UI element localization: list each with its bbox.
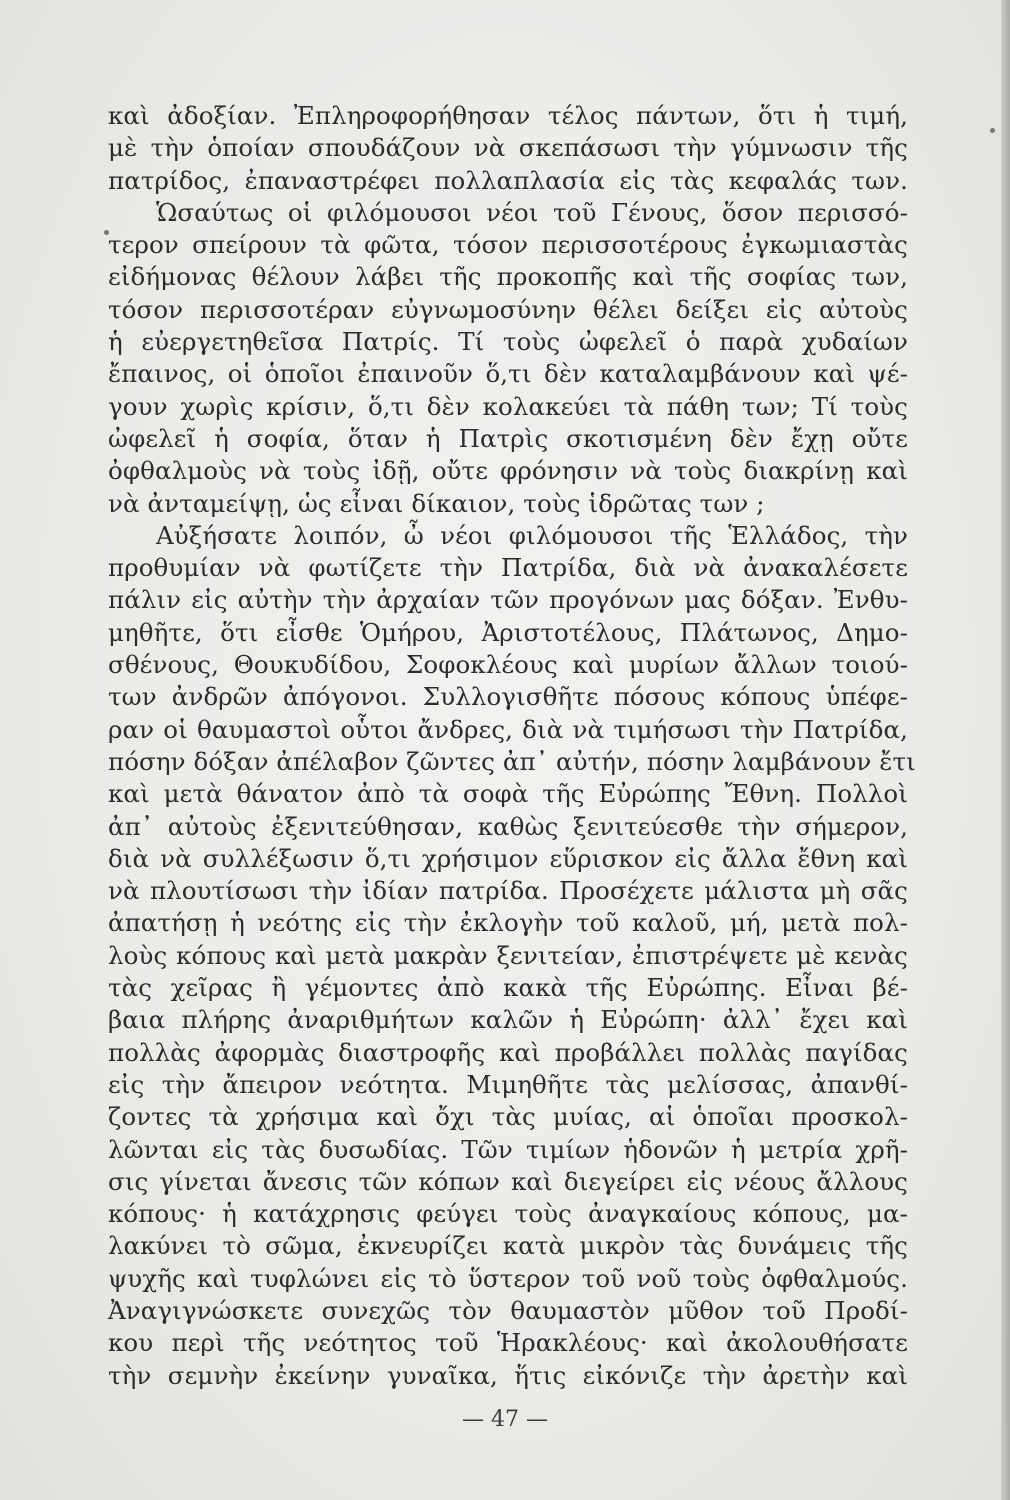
text-line: Ἀναγιγνώσκετε συνεχῶς τὸν θαυμαστὸν μῦθον τοῦ Προδί-	[108, 1295, 908, 1325]
text-line: ἡ εὐεργετηθεῖσα Πατρίς. Τί τοὺς ὠφελεῖ ὁ παρὰ χυδαίων	[108, 327, 908, 357]
ink-speck	[990, 128, 995, 133]
text-line: ἀπ᾽ αὐτοὺς ἐξενιτεύθησαν, καθὼς ξενιτεύεσθε τὴν σήμερον,	[108, 811, 908, 841]
text-line: ἀπατήσῃ ἡ νεότης εἰς τὴν ἐκλογὴν τοῦ καλοῦ, μή, μετὰ πολ-	[108, 908, 908, 938]
text-line: καὶ μετὰ θάνατον ἀπὸ τὰ σοφὰ τῆς Εὐρώπης Ἔθνη. Πολλοὶ	[108, 779, 908, 809]
text-line: πατρίδος, ἐπαναστρέφει πολλαπλασία εἰς τὰς κεφαλάς των.	[108, 165, 908, 195]
text-line: πολλὰς ἀφορμὰς διαστροφῆς καὶ προβάλλει πολλὰς παγίδας	[108, 1037, 908, 1067]
text-line: βαια πλήρης ἀναριθμήτων καλῶν ἡ Εὐρώπη· ἀλλ᾽ ἔχει καὶ	[108, 1005, 908, 1035]
text-line: τερον σπείρουν τὰ φῶτα, τόσον περισσοτέρους ἐγκωμιαστὰς	[108, 230, 908, 260]
page-edge	[1001, 0, 1010, 1500]
text-line: εἰς τὴν ἄπειρον νεότητα. Μιμηθῆτε τὰς μελίσσας, ἀπανθί-	[108, 1069, 908, 1099]
text-line: ὠφελεῖ ἡ σοφία, ὅταν ἡ Πατρὶς σκοτισμένη δὲν ἔχῃ οὔτε	[108, 423, 908, 453]
text-line: διὰ νὰ συλλέξωσιν ὅ,τι χρήσιμον εὕρισκον εἰς ἄλλα ἔθνη καὶ	[108, 843, 908, 873]
text-line: ὀφθαλμοὺς νὰ τοὺς ἰδῇ, οὔτε φρόνησιν νὰ τοὺς διακρίνῃ καὶ	[108, 456, 908, 486]
text-line: των ἀνδρῶν ἀπόγονοι. Συλλογισθῆτε πόσους κόπους ὑπέφε-	[108, 682, 908, 712]
text-line: νὰ πλουτίσωσι τὴν ἰδίαν πατρίδα. Προσέχετε μάλιστα μὴ σᾶς	[108, 876, 908, 906]
text-line: λοὺς κόπους καὶ μετὰ μακρὰν ξενιτείαν, ἐπιστρέψετε μὲ κενὰς	[108, 940, 908, 970]
text-line: προθυμίαν νὰ φωτίζετε τὴν Πατρίδα, διὰ νὰ ἀνακαλέσετε	[108, 553, 908, 583]
text-line: κου περὶ τῆς νεότητος τοῦ Ἡρακλέους· καὶ ἀκολουθήσατε	[108, 1328, 908, 1358]
text-line: πόσην δόξαν ἀπέλαβον ζῶντες ἀπ᾽ αὐτήν, πόσην λαμβάνουν ἔτι	[108, 746, 916, 776]
body-text	[108, 100, 916, 1392]
text-line: καὶ ἀδοξίαν. Ἐπληροφορήθησαν τέλος πάντων, ὅτι ἡ τιμή,	[108, 101, 908, 130]
text-line: μηθῆτε, ὅτι εἶσθε Ὁμήρου, Ἀριστοτέλους, Πλάτωνος, Δημο-	[108, 617, 908, 647]
text-line: τὰς χεῖρας ἢ γέμοντες ἀπὸ κακὰ τῆς Εὐρώπης. Εἶναι βέ-	[108, 973, 908, 1003]
text-line: σθένους, Θουκυδίδου, Σοφοκλέους καὶ μυρίων ἄλλων τοιού-	[108, 650, 908, 680]
text-line: εἰδήμονας θέλουν λάβει τῆς προκοπῆς καὶ τῆς σοφίας των,	[108, 262, 908, 292]
text-line: ἔπαινος, οἱ ὁποῖοι ἐπαινοῦν ὅ,τι δὲν καταλαμβάνουν καὶ ψέ-	[108, 359, 908, 389]
text-line: ραν οἱ θαυμαστοὶ οὗτοι ἄνδρες, διὰ νὰ τιμήσωσι τὴν Πατρίδα,	[108, 714, 908, 744]
text-line: πάλιν εἰς αὐτὴν τὴν ἀρχαίαν τῶν προγόνων μας δόξαν. Ἐνθυ-	[108, 585, 908, 615]
page-number: — 47 —	[462, 1407, 548, 1432]
text-line: νὰ ἀνταμείψῃ, ὡς εἶναι δίκαιον, τοὺς ἱδρῶτας των ;	[108, 488, 765, 518]
text-line: λακύνει τὸ σῶμα, ἐκνευρίζει κατὰ μικρὸν τὰς δυνάμεις τῆς	[108, 1231, 908, 1261]
text-line: κόπους· ἡ κατάχρησις φεύγει τοὺς ἀναγκαίους κόπους, μα-	[108, 1199, 908, 1229]
text-line: Ὡσαύτως οἱ φιλόμουσοι νέοι τοῦ Γένους, ὅσον περισσό-	[156, 197, 908, 227]
text-line: ζοντες τὰ χρήσιμα καὶ ὄχι τὰς μυίας, αἱ ὁποῖαι προσκολ-	[108, 1102, 908, 1132]
text-line: μὲ τὴν ὁποίαν σπουδάζουν νὰ σκεπάσωσι τὴν γύμνωσιν τῆς	[108, 133, 908, 163]
text-line: Αὐξήσατε λοιπόν, ὦ νέοι φιλόμουσοι τῆς Ἑλλάδος, τὴν	[156, 520, 908, 550]
text-line: ψυχῆς καὶ τυφλώνει εἰς τὸ ὕστερον τοῦ νοῦ τοὺς ὀφθαλμούς.	[108, 1263, 908, 1293]
text-line: γουν χωρὶς κρίσιν, ὅ,τι δὲν κολακεύει τὰ πάθη των; Τί τοὺς	[108, 391, 908, 421]
text-line: τὴν σεμνὴν ἐκείνην γυναῖκα, ἥτις εἰκόνιζε τὴν ἀρετὴν καὶ	[108, 1360, 908, 1390]
text-line: λῶνται εἰς τὰς δυσωδίας. Τῶν τιμίων ἡδονῶν ἡ μετρία χρῆ-	[108, 1134, 908, 1164]
text-line: τόσον περισσοτέραν εὐγνωμοσύνην θέλει δείξει εἰς αὐτοὺς	[108, 294, 908, 324]
text-line: σις γίνεται ἄνεσις τῶν κόπων καὶ διεγείρει εἰς νέους ἄλλους	[108, 1166, 908, 1196]
